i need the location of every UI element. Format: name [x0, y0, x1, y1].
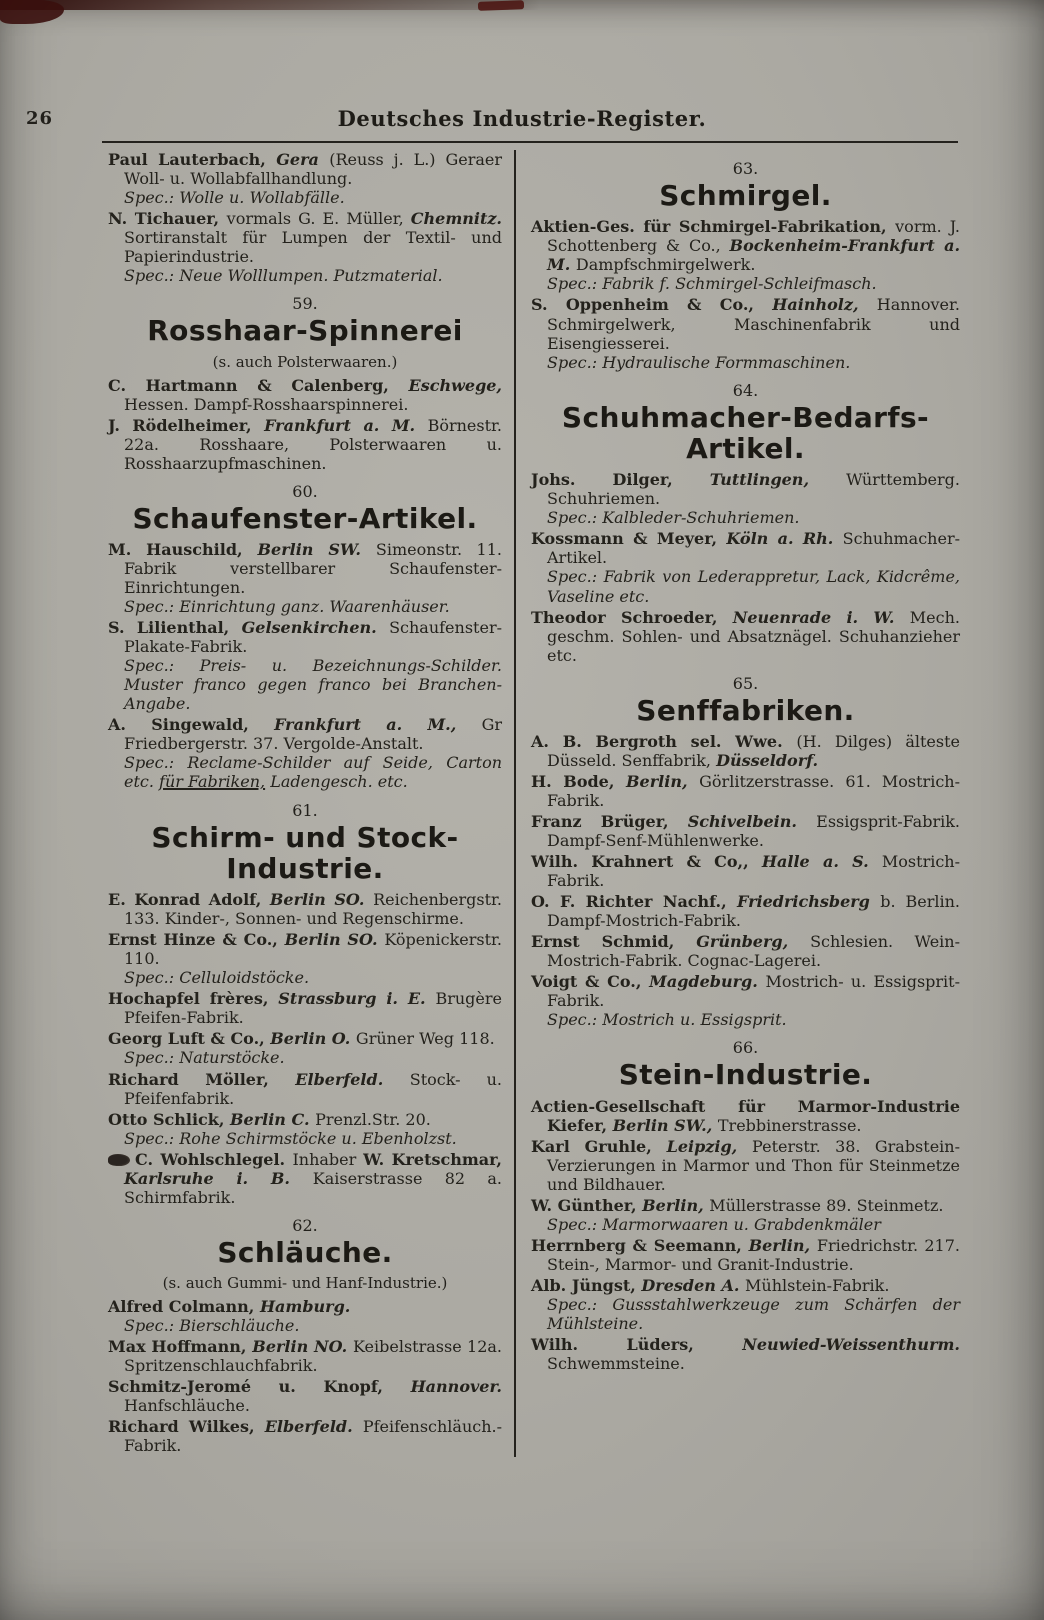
entry-text: Eschwege, [408, 375, 502, 395]
entry-text: Spec.: Rohe Schirmstöcke u. Ebenholzst. [124, 1128, 457, 1148]
directory-entry [108, 540, 502, 616]
entry-text: Mech. geschm. Sohlen- und Absatznägel. Schuhanzieher etc. [547, 607, 960, 665]
entry-text: Wilh. Lüders, [531, 1335, 743, 1355]
entry-text: H. Bode, [531, 772, 627, 792]
directory-entry [531, 529, 960, 605]
column-left [108, 150, 514, 1457]
directory-entry [531, 1335, 960, 1373]
entry-text: Schlesien. Wein-Mostrich-Fabrik. Cognac-Lagerei. [547, 932, 960, 971]
directory-entry [531, 1097, 960, 1135]
directory-entry [108, 1070, 502, 1108]
entry-text: Sortiranstalt für Lumpen der Textil- und Papierindustrie. [124, 228, 502, 267]
entry-text: Berlin SW. [257, 540, 376, 560]
entry-text: Friedrichstr. 217. Stein-, Marmor- und Granit-Industrie. [547, 1236, 960, 1275]
entry-text: S. Oppenheim & Co., [531, 295, 773, 315]
entry-text: Berlin SO. [269, 890, 374, 910]
directory-entry [531, 217, 960, 293]
directory-entry [108, 1337, 502, 1375]
entry-text: Richard Möller, [108, 1069, 296, 1089]
entry-text: Franz Brüger, [531, 812, 688, 832]
section-title: Schirm- und Stock-Industrie. [151, 820, 459, 885]
entry-text: Berlin C. [230, 1109, 316, 1129]
entry-text: Max Hoffmann, [108, 1337, 253, 1357]
entry-text: Essigsprit-Fabrik. Dampf-Senf-Mühlenwerke. [547, 812, 960, 851]
directory-entry [108, 1029, 502, 1067]
directory-entry [531, 892, 960, 930]
directory-entry [531, 772, 960, 810]
entry-text: S. Lilienthal, [108, 618, 242, 638]
entry-text: Spec.: Bierschläuche. [124, 1316, 300, 1336]
entry-text: Spec.: Reclame-Schilder auf Seide, Carton etc. [124, 753, 502, 792]
entry-text: Neuenrade i. W. [732, 607, 910, 627]
directory-entry [108, 1297, 502, 1335]
directory-entry [108, 1150, 502, 1207]
entry-text: Gr Friedbergerstr. 37. Vergolde-Anstalt. [124, 715, 502, 754]
section-title: Schläuche. [217, 1235, 393, 1269]
entry-text: Kaiserstrasse 82 a. Schirmfabrik. [124, 1168, 503, 1207]
entry-text: C. Hartmann & Calenberg, [108, 375, 409, 395]
directory-entry [108, 209, 502, 285]
entry-text: für Fabriken, [159, 772, 266, 792]
entry-text: Voigt & Co., [531, 972, 650, 992]
directory-entry [108, 416, 502, 473]
entry-text: J. Rödelheimer, [108, 415, 265, 435]
entry-text: (H. Dilges) älteste Düsseld. Senffabrik, [547, 732, 961, 771]
entry-text: Schaufenster-Plakate-Fabrik. [124, 618, 502, 657]
directory-entry [108, 1110, 502, 1148]
section-note: (s. auch Gummi- und Hanf-Industrie.) [162, 1274, 448, 1293]
entry-text: Spec.: Hydraulische Formmaschinen. [547, 352, 851, 372]
entry-text: Schivelbein. [687, 812, 817, 832]
scan-artifact-top-strip [0, 0, 540, 10]
entry-text: Keibelstrasse 12a. Spritzenschlauchfabrik. [124, 1337, 502, 1376]
section-title: Stein-Industrie. [618, 1058, 873, 1092]
entry-text: Berlin, [748, 1236, 817, 1256]
entry-text: Berlin SO. [284, 930, 385, 950]
entry-text: Hannover. Schmirgelwerk, Maschinenfabrik und Eisengiesserei. [547, 295, 960, 353]
entry-text: Düsseldorf. [716, 751, 819, 771]
section-number: 66. [732, 1038, 759, 1058]
entry-text: Köpenickerstr. 110. [124, 930, 503, 969]
page-number: 26 [26, 108, 54, 129]
entry-text: Herrnberg & Seemann, [531, 1236, 749, 1256]
directory-entry [108, 150, 502, 207]
entry-text: Johs. Dilger, [531, 470, 710, 490]
entry-text: Friedrichsberg [737, 892, 881, 912]
directory-entry [108, 989, 502, 1027]
entry-text: Schuhmacher-Artikel. [547, 529, 960, 568]
section-title: Schmirgel. [659, 179, 832, 212]
section-number: 59. [292, 294, 318, 314]
entry-text: Leipzig, [666, 1136, 753, 1156]
entry-text: Frankfurt a. M. [264, 415, 428, 435]
directory-entry [531, 732, 960, 770]
entry-text: Wilh. Krahnert & Co,, [531, 852, 762, 872]
entry-text: Württemberg. Schuhriemen. [547, 470, 960, 509]
entry-text: Richard Wilkes, [108, 1417, 265, 1437]
section-number: 65. [732, 673, 759, 693]
entry-text: Chemnitz. [410, 209, 502, 229]
section-number: 63. [732, 159, 759, 178]
entry-text: Grüner Weg 118. [355, 1029, 495, 1049]
entry-text: Dresden A. [641, 1276, 746, 1296]
entry-text: Ernst Hinze & Co., [108, 930, 285, 950]
entry-text: Inhaber [292, 1149, 364, 1169]
entry-text: Spec.: Wolle u. Wollabfälle. [124, 188, 345, 208]
entry-text: Ladengesch. etc. [265, 772, 408, 792]
entry-text: C. Wohlschlegel. [135, 1149, 293, 1169]
directory-entry [108, 376, 502, 414]
entry-text: Alb. Jüngst, [531, 1276, 642, 1296]
entry-text: Frankfurt a. M., [274, 715, 482, 735]
entry-text: Hanfschläuche. [124, 1396, 250, 1416]
section-number: 62. [292, 1215, 318, 1235]
entry-text: Spec.: Mostrich u. Essigsprit. [547, 1010, 787, 1030]
directory-entry [531, 852, 960, 890]
entry-text: Bockenheim-Frankfurt a. M. [547, 236, 961, 275]
entry-text: Spec.: Marmorwaaren u. Grabdenkmäler [547, 1215, 881, 1235]
entry-text: W. Günther, [531, 1195, 643, 1215]
entry-text: Berlin, [642, 1195, 710, 1215]
directory-entry [531, 1196, 960, 1234]
entry-text: Schmitz-Jeromé u. Knopf, [108, 1377, 411, 1397]
section-title: Rosshaar-Spinnerei [147, 314, 463, 348]
entry-text: Karl Gruhle, [531, 1136, 667, 1156]
section-number: 64. [732, 380, 759, 400]
entry-text: Spec.: Kalbleder-Schuhriemen. [547, 508, 800, 528]
directory-entry [531, 1276, 960, 1333]
section-number: 61. [292, 800, 318, 820]
directory-entry [531, 470, 960, 527]
page-header-row [0, 106, 1044, 134]
directory-entry [531, 295, 960, 371]
entry-text: M. Hauschild, [108, 540, 258, 560]
entry-text: Berlin, [626, 772, 700, 792]
header-rule [102, 141, 958, 143]
page-header: Deutsches Industrie-Register. [337, 106, 707, 131]
entry-text: Hainholz, [772, 295, 877, 315]
directory-entry [531, 812, 960, 850]
section-note: (s. auch Polsterwaaren.) [212, 352, 398, 371]
entry-text: vormals G. E. Müller, [226, 209, 411, 229]
entry-text: Alfred Colmann, [108, 1297, 260, 1317]
entry-text: Simeonstr. 11. Fabrik verstellbarer Schaufenster-Einrichtungen. [124, 540, 502, 598]
directory-entry [108, 1377, 502, 1415]
entry-text: Georg Luft & Co., [108, 1029, 271, 1049]
entry-text: Paul Lauterbach, [108, 150, 277, 169]
entry-text: Köln a. Rh. [726, 529, 843, 549]
directory-entry [531, 608, 960, 665]
directory-entry [531, 1137, 960, 1194]
entry-text: Spec.: Einrichtung ganz. Waarenhäuser. [124, 597, 450, 617]
entry-text: Pfeifenschläuch.-Fabrik. [124, 1417, 503, 1456]
entry-text: Berlin NO. [252, 1337, 354, 1357]
entry-text: Kossmann & Meyer, [531, 529, 727, 549]
column-right [516, 150, 960, 1457]
entry-text: Spec.: Gussstahlwerkzeuge zum Schärfen der Mühlsteine. [547, 1295, 960, 1334]
entry-text: Theodor Schroeder, [531, 607, 733, 627]
scan-artifact-top-blob [0, 0, 64, 24]
section-title: Schaufenster-Artikel. [132, 501, 478, 535]
section-number: 60. [292, 481, 318, 501]
entry-text: Brugère Pfeifen-Fabrik. [124, 989, 502, 1028]
directory-entry [108, 890, 502, 928]
entry-text: Otto Schlick, [108, 1109, 231, 1129]
directory-entry [108, 930, 502, 987]
entry-text: Gera [276, 150, 330, 169]
entry-text: Magdeburg. [649, 972, 766, 992]
entry-text: Görlitzerstrasse. 61. Mostrich-Fabrik. [547, 772, 960, 811]
entry-text: Berlin SW., [612, 1115, 718, 1135]
entry-text: Schwemmsteine. [547, 1354, 685, 1374]
trademark-icon [108, 1154, 130, 1166]
directory-columns [108, 150, 960, 1457]
entry-text: Hannover. [410, 1377, 502, 1397]
entry-text: Spec.: Neue Wolllumpen. Putzmaterial. [124, 266, 443, 286]
directory-entry [531, 972, 960, 1029]
entry-text: Elberfeld. [264, 1417, 363, 1437]
directory-entry [531, 1236, 960, 1274]
entry-text: A. B. Bergroth sel. Wwe. [531, 732, 797, 751]
entry-text: Hessen. Dampf-Rosshaarspinnerei. [124, 394, 409, 414]
entry-text: Börnestr. 22a. Rosshaare, Polsterwaaren u. Rosshaarzupfmaschinen. [124, 415, 503, 473]
entry-text: O. F. Richter Nachf., [531, 892, 738, 912]
entry-text: Stock- u. Pfeifenfabrik. [124, 1069, 502, 1108]
entry-text: Trebbinerstrasse. [717, 1115, 862, 1135]
entry-text: Hamburg. [259, 1297, 351, 1317]
entry-text: Mostrich-Fabrik. [547, 852, 960, 891]
entry-text: Spec.: Celluloidstöcke. [124, 968, 310, 988]
entry-text: Aktien-Ges. für Schmirgel-Fabrikation, [531, 217, 896, 237]
entry-text: Ernst Schmid, [531, 932, 697, 952]
entry-text: Tuttlingen, [709, 470, 847, 490]
entry-text: Grünberg, [696, 932, 811, 952]
entry-text: A. Singewald, [108, 715, 275, 735]
entry-text: Hochapfel frères, [108, 989, 279, 1009]
entry-text: W. Kretschmar, [363, 1149, 502, 1169]
directory-entry [108, 1417, 502, 1455]
entry-text: N. Tichauer, [108, 209, 227, 229]
directory-entry [108, 618, 502, 713]
entry-text: Strassburg i. E. [278, 989, 436, 1009]
entry-text: Spec.: Fabrik f. Schmirgel-Schleifmasch. [547, 274, 877, 294]
entry-text: vorm. J. Schottenberg & Co., [547, 217, 961, 256]
entry-text: E. Konrad Adolf, [108, 890, 270, 910]
entry-text: Peterstr. 38. Grabstein-Verzierungen in Marmor und Thon für Steinmetze und Bildhauer. [547, 1136, 960, 1194]
entry-text: Spec.: Preis- u. Bezeichnungs-Schilder. Muster franco gegen franco bei Branchen-Angabe. [124, 656, 502, 714]
entry-text: Neuwied-Weissenthurm. [742, 1335, 960, 1355]
entry-text: Gelsenkirchen. [241, 618, 390, 638]
scan-artifact-top-dash [478, 0, 524, 11]
directory-entry [108, 715, 502, 791]
entry-text: Prenzl.Str. 20. [315, 1109, 431, 1129]
entry-text: Halle a. S. [761, 852, 882, 872]
entry-text: Dampfschmirgelwerk. [575, 255, 756, 275]
entry-text: (Reuss j. L.) Geraer Woll- u. Wollabfallhandlung. [124, 150, 503, 189]
entry-text: Reichenbergstr. 133. Kinder-, Sonnen- und Regenschirme. [124, 890, 502, 929]
entry-text: Mühlstein-Fabrik. [745, 1276, 890, 1296]
entry-text: Spec.: Naturstöcke. [124, 1048, 285, 1068]
entry-text: Actien-Gesellschaft für Marmor-Industrie Kiefer, [531, 1096, 960, 1135]
section-title: Senffabriken. [636, 693, 855, 727]
section-title: Schuhmacher-Bedarfs-Artikel. [561, 400, 930, 465]
entry-text: Elberfeld. [295, 1069, 410, 1089]
entry-text: Karlsruhe i. B. [124, 1168, 313, 1188]
entry-text: Mostrich- u. Essigsprit-Fabrik. [547, 972, 961, 1011]
entry-text: Spec.: Fabrik von Lederappretur, Lack, Kidcrême, Vaseline etc. [547, 567, 960, 606]
entry-text: Berlin O. [270, 1029, 356, 1049]
entry-text: Müllerstrasse 89. Steinmetz. [709, 1195, 944, 1215]
entry-text: b. Berlin. Dampf-Mostrich-Fabrik. [547, 892, 960, 931]
directory-entry [531, 932, 960, 970]
